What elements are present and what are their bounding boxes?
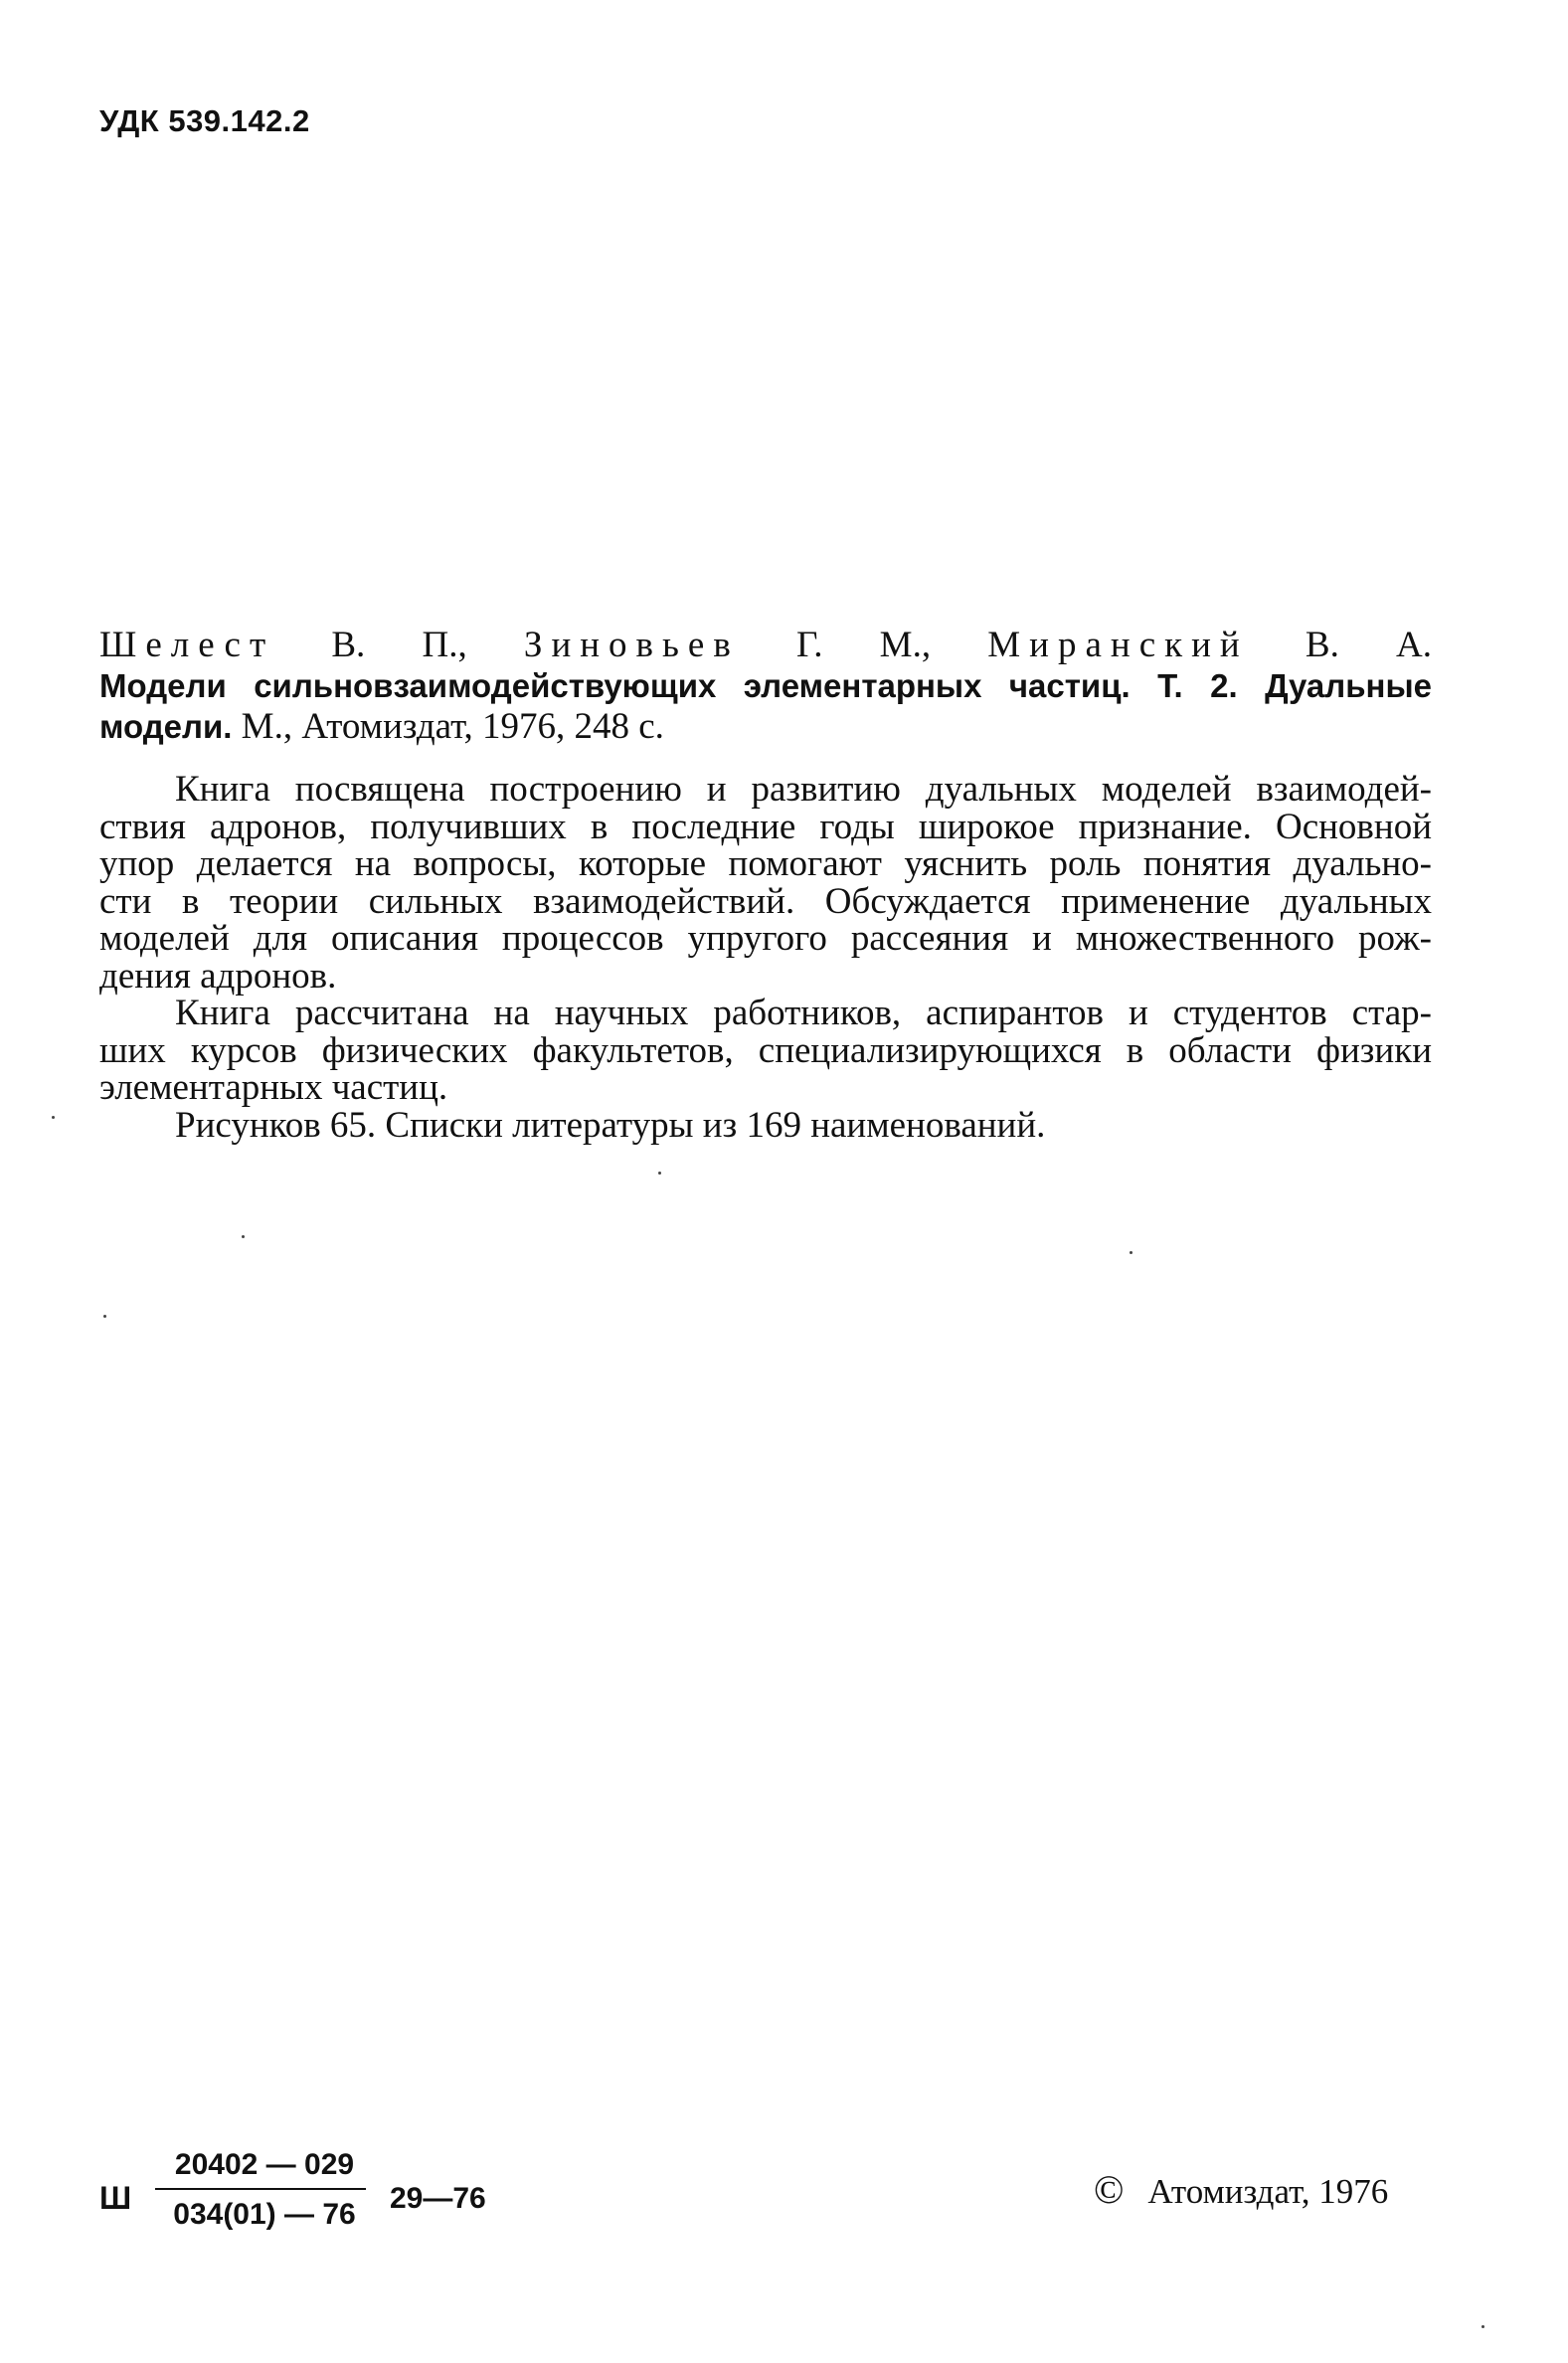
abstract-line: Рисунков 65. Списки литературы из 169 наименований. xyxy=(175,1104,1046,1146)
index-fraction xyxy=(155,2148,374,2232)
abstract-line: Книга рассчитана на научных работников, аспирантов и студентов стар- xyxy=(175,993,1432,1033)
author-3-initials: В. А. xyxy=(1305,625,1433,665)
abstract-line: Книга посвящена построению и развитию дуальных моделей взаимодей- xyxy=(175,769,1432,810)
print-speck xyxy=(1481,2325,1484,2328)
abstract-line: упор делается на вопросы, которые помогают уяснить роль понятия дуально- xyxy=(99,843,1432,884)
copyright-icon: © xyxy=(1094,2167,1125,2212)
publication-details: М., Атомиздат, 1976, 248 с. xyxy=(241,706,664,747)
author-1-surname: Шелест xyxy=(99,625,275,665)
udk-code: УДК 539.142.2 xyxy=(99,103,310,138)
title-line-1: Модели сильновзаимодействующих элементарных частиц. Т. 2. Дуальные xyxy=(99,667,1432,704)
copyright-notice xyxy=(1094,2166,1388,2213)
print-speck xyxy=(658,1172,661,1175)
abstract-line: ствия адронов, получивших в последние годы широкое признание. Основной xyxy=(99,806,1432,847)
bibliographic-record xyxy=(99,625,1432,747)
index-letter: Ш xyxy=(99,2180,132,2216)
abstract-line: сти в теории сильных взаимодействий. Обсуждается применение дуальных xyxy=(99,880,1432,922)
author-2-initials: Г. М., xyxy=(796,625,932,665)
title-line-2 xyxy=(99,706,1432,747)
index-code: 29—76 xyxy=(390,2182,486,2215)
authors-line xyxy=(99,625,1432,665)
abstract-line: моделей для описания процессов упругого рассеяния и множественного рож- xyxy=(99,918,1432,959)
author-1-initials: В. П., xyxy=(331,625,467,665)
fraction-numerator: 20402 — 029 xyxy=(174,2148,355,2181)
abstract-line: элементарных частиц. xyxy=(99,1067,448,1108)
print-speck xyxy=(52,1116,55,1119)
print-speck xyxy=(103,1315,106,1318)
copyright-text: Атомиздат, 1976 xyxy=(1147,2172,1389,2211)
author-2-surname: Зиновьев xyxy=(523,625,740,665)
print-speck xyxy=(242,1235,245,1238)
fraction-denominator: 034(01) — 76 xyxy=(173,2198,356,2231)
abstract-line: дения адронов. xyxy=(99,955,337,997)
abstract-line: ших курсов физических факультетов, специализирующихся в области физики xyxy=(99,1029,1432,1071)
author-3-surname: Миранский xyxy=(987,625,1249,665)
print-speck xyxy=(1130,1251,1132,1254)
title-continuation: модели. xyxy=(99,708,233,745)
abstract xyxy=(99,771,1432,1144)
